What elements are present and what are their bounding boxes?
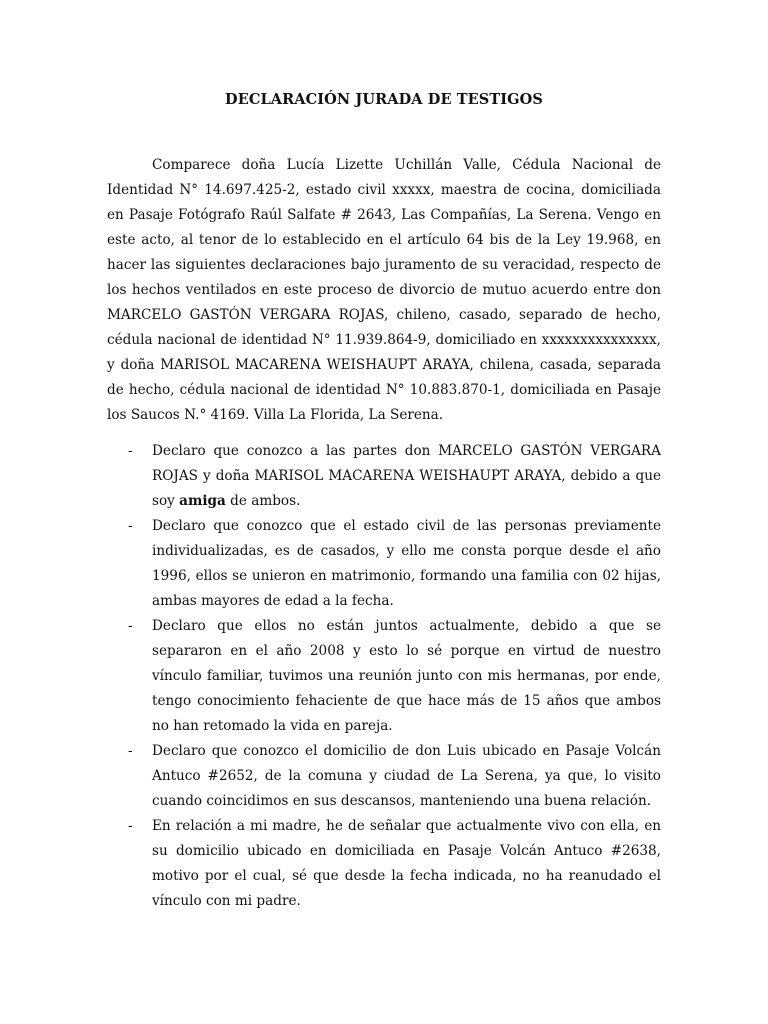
bullet-dash: - — [128, 443, 133, 459]
declaration-text: Declaro que conozco a las partes don MARCELO GASTÓN VERGARA ROJAS y doña MARISOL MACARENA WEISHAUPT ARAYA, debido a que soy — [152, 443, 661, 509]
declaration-item — [107, 814, 661, 914]
declaration-text: Declaro que conozco el domicilio de don Luis ubicado en Pasaje Volcán Antuco #2652, de la comuna y ciudad de La Serena, ya que, lo visito cuando coincidimos en sus descansos, manteniendo una buena relación. — [152, 743, 661, 809]
declaration-text: de ambos. — [225, 493, 301, 509]
declaration-emphasis: amiga — [179, 493, 226, 509]
bullet-dash: - — [128, 818, 133, 834]
declaration-item — [107, 439, 661, 514]
declaration-item — [107, 614, 661, 739]
page-title: DECLARACIÓN JURADA DE TESTIGOS — [225, 91, 543, 108]
bullet-dash: - — [128, 743, 133, 759]
bullet-dash: - — [128, 518, 133, 534]
intro-paragraph: Comparece doña Lucía Lizette Uchillán Valle, Cédula Nacional de Identidad N° 14.697.425-2, estado civil xxxxx, maestra de cocina, domiciliada en Pasaje Fotógrafo Raúl Salfate # 2643, Las Compañías, La Serena. Vengo en este acto, al tenor de lo establecido en el artículo 64 bis de la Ley 19.968, en hacer las siguientes declaraciones bajo juramento de su veracidad, respecto de los hechos ventilados en este proceso de divorcio de mutuo acuerdo entre don MARCELO GASTÓN VERGARA ROJAS, chileno, casado, separado de hecho, cédula nacional de identidad N° 11.939.864-9, domiciliado en xxxxxxxxxxxxxxx, y doña MARISOL MACARENA WEISHAUPT ARAYA, chilena, casada, separada de hecho, cédula nacional de identidad N° 10.883.870-1, domiciliada en Pasaje los Saucos N.° 4169. Villa La Florida, La Serena. — [107, 157, 661, 423]
declaration-text: Declaro que conozco que el estado civil de las personas previamente individualizadas, es de casados, y ello me consta porque desde el año 1996, ellos se unieron en matrimonio, formando una familia con 02 hijas, ambas mayores de edad a la fecha. — [152, 518, 661, 609]
declaration-item — [107, 739, 661, 814]
bullet-dash: - — [128, 618, 133, 634]
declaration-item — [107, 514, 661, 614]
declarations-list — [107, 439, 661, 914]
declaration-text: En relación a mi madre, he de señalar que actualmente vivo con ella, en su domicilio ubicado en domiciliada en Pasaje Volcán Antuco #2638, motivo por el cual, sé que desde la fecha indicada, no ha reanudado el vínculo con mi padre. — [152, 818, 661, 909]
declaration-text: Declaro que ellos no están juntos actualmente, debido a que se separaron en el año 2008 y esto lo sé porque en virtud de nuestro vínculo familiar, tuvimos una reunión junto con mis hermanas, por ende, tengo conocimiento fehaciente de que hace más de 15 años que ambos no han retomado la vida en pareja. — [152, 618, 661, 734]
